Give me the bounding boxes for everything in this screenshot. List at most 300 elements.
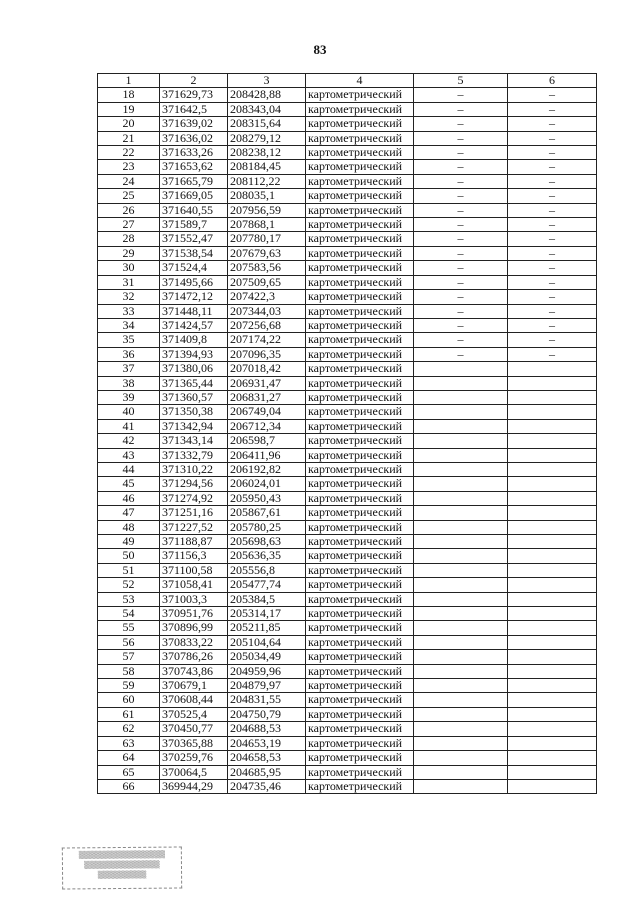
method-cell: картометрический bbox=[306, 621, 414, 635]
column-6-cell bbox=[508, 578, 597, 592]
column-5-cell: – bbox=[414, 304, 508, 318]
y-coordinate-cell: 207096,35 bbox=[228, 347, 306, 361]
y-coordinate-cell: 207679,63 bbox=[228, 246, 306, 260]
table-row bbox=[98, 434, 597, 448]
point-number-cell: 64 bbox=[98, 751, 160, 765]
method-cell: картометрический bbox=[306, 117, 414, 131]
x-coordinate-cell: 371448,11 bbox=[160, 304, 228, 318]
method-cell: картометрический bbox=[306, 751, 414, 765]
x-coordinate-cell: 371350,38 bbox=[160, 405, 228, 419]
y-coordinate-cell: 205314,17 bbox=[228, 607, 306, 621]
column-6-cell: – bbox=[508, 275, 597, 289]
x-coordinate-cell: 371665,79 bbox=[160, 174, 228, 188]
x-coordinate-cell: 370679,1 bbox=[160, 679, 228, 693]
column-6-cell bbox=[508, 535, 597, 549]
point-number-cell: 41 bbox=[98, 419, 160, 433]
table-row bbox=[98, 304, 597, 318]
x-coordinate-cell: 370450,77 bbox=[160, 722, 228, 736]
y-coordinate-cell: 205211,85 bbox=[228, 621, 306, 635]
column-5-cell bbox=[414, 563, 508, 577]
table-row bbox=[98, 679, 597, 693]
column-5-cell bbox=[414, 419, 508, 433]
y-coordinate-cell: 207583,56 bbox=[228, 261, 306, 275]
table-row bbox=[98, 160, 597, 174]
y-coordinate-cell: 207256,68 bbox=[228, 318, 306, 332]
page-number: 83 bbox=[313, 42, 327, 57]
y-coordinate-cell: 204688,53 bbox=[228, 722, 306, 736]
table-body bbox=[98, 88, 597, 794]
method-cell: картометрический bbox=[306, 477, 414, 491]
y-coordinate-cell: 205780,25 bbox=[228, 520, 306, 534]
column-6-cell: – bbox=[508, 160, 597, 174]
table-row bbox=[98, 535, 597, 549]
column-6-cell: – bbox=[508, 174, 597, 188]
column-5-cell bbox=[414, 751, 508, 765]
column-5-cell bbox=[414, 664, 508, 678]
y-coordinate-cell: 208343,04 bbox=[228, 102, 306, 116]
column-6-cell bbox=[508, 765, 597, 779]
point-number-cell: 50 bbox=[98, 549, 160, 563]
point-number-cell: 48 bbox=[98, 520, 160, 534]
x-coordinate-cell: 370786,26 bbox=[160, 650, 228, 664]
column-6-cell bbox=[508, 679, 597, 693]
method-cell: картометрический bbox=[306, 160, 414, 174]
method-cell: картометрический bbox=[306, 679, 414, 693]
method-cell: картометрический bbox=[306, 376, 414, 390]
column-header-5: 5 bbox=[414, 74, 508, 88]
x-coordinate-cell: 371640,55 bbox=[160, 203, 228, 217]
table-row bbox=[98, 607, 597, 621]
y-coordinate-cell: 207868,1 bbox=[228, 218, 306, 232]
document-stamp bbox=[62, 846, 182, 889]
method-cell: картометрический bbox=[306, 290, 414, 304]
x-coordinate-cell: 370833,22 bbox=[160, 635, 228, 649]
table-row bbox=[98, 405, 597, 419]
point-number-cell: 53 bbox=[98, 592, 160, 606]
method-cell: картометрический bbox=[306, 88, 414, 102]
method-cell: картометрический bbox=[306, 347, 414, 361]
x-coordinate-cell: 371343,14 bbox=[160, 434, 228, 448]
method-cell: картометрический bbox=[306, 390, 414, 404]
table-row bbox=[98, 290, 597, 304]
x-coordinate-cell: 370608,44 bbox=[160, 693, 228, 707]
column-5-cell bbox=[414, 607, 508, 621]
x-coordinate-cell: 371472,12 bbox=[160, 290, 228, 304]
x-coordinate-cell: 370896,99 bbox=[160, 621, 228, 635]
table-row bbox=[98, 117, 597, 131]
y-coordinate-cell: 208279,12 bbox=[228, 131, 306, 145]
y-coordinate-cell: 207174,22 bbox=[228, 333, 306, 347]
x-coordinate-cell: 371589,7 bbox=[160, 218, 228, 232]
y-coordinate-cell: 204879,97 bbox=[228, 679, 306, 693]
point-number-cell: 66 bbox=[98, 779, 160, 793]
table-row bbox=[98, 707, 597, 721]
column-5-cell: – bbox=[414, 347, 508, 361]
stamp-scribble: ▒▒▒▒▒▒▒▒▒▒▒▒▒▒▒▒ bbox=[78, 850, 165, 860]
x-coordinate-cell: 371394,93 bbox=[160, 347, 228, 361]
method-cell: картометрический bbox=[306, 318, 414, 332]
y-coordinate-cell: 207344,03 bbox=[228, 304, 306, 318]
method-cell: картометрический bbox=[306, 462, 414, 476]
table-row bbox=[98, 88, 597, 102]
method-cell: картометрический bbox=[306, 362, 414, 376]
point-number-cell: 37 bbox=[98, 362, 160, 376]
point-number-cell: 49 bbox=[98, 535, 160, 549]
table-row bbox=[98, 376, 597, 390]
x-coordinate-cell: 370951,76 bbox=[160, 607, 228, 621]
method-cell: картометрический bbox=[306, 607, 414, 621]
point-number-cell: 42 bbox=[98, 434, 160, 448]
x-coordinate-cell: 370064,5 bbox=[160, 765, 228, 779]
point-number-cell: 43 bbox=[98, 448, 160, 462]
column-5-cell bbox=[414, 477, 508, 491]
method-cell: картометрический bbox=[306, 304, 414, 318]
x-coordinate-cell: 371639,02 bbox=[160, 117, 228, 131]
column-5-cell: – bbox=[414, 290, 508, 304]
table-row bbox=[98, 189, 597, 203]
y-coordinate-cell: 204959,96 bbox=[228, 664, 306, 678]
table-row bbox=[98, 751, 597, 765]
y-coordinate-cell: 208428,88 bbox=[228, 88, 306, 102]
column-6-cell bbox=[508, 635, 597, 649]
column-6-cell bbox=[508, 390, 597, 404]
point-number-cell: 24 bbox=[98, 174, 160, 188]
x-coordinate-cell: 371310,22 bbox=[160, 462, 228, 476]
column-5-cell bbox=[414, 765, 508, 779]
column-6-cell bbox=[508, 419, 597, 433]
column-5-cell bbox=[414, 578, 508, 592]
column-6-cell bbox=[508, 376, 597, 390]
x-coordinate-cell: 371538,54 bbox=[160, 246, 228, 260]
column-header-2: 2 bbox=[160, 74, 228, 88]
table-row bbox=[98, 203, 597, 217]
column-5-cell: – bbox=[414, 88, 508, 102]
table-row bbox=[98, 477, 597, 491]
column-5-cell bbox=[414, 722, 508, 736]
point-number-cell: 61 bbox=[98, 707, 160, 721]
y-coordinate-cell: 204735,46 bbox=[228, 779, 306, 793]
table-row bbox=[98, 549, 597, 563]
column-header-6: 6 bbox=[508, 74, 597, 88]
y-coordinate-cell: 205636,35 bbox=[228, 549, 306, 563]
table-row bbox=[98, 592, 597, 606]
point-number-cell: 35 bbox=[98, 333, 160, 347]
point-number-cell: 20 bbox=[98, 117, 160, 131]
column-5-cell: – bbox=[414, 232, 508, 246]
point-number-cell: 56 bbox=[98, 635, 160, 649]
table-row bbox=[98, 578, 597, 592]
column-6-cell bbox=[508, 462, 597, 476]
column-5-cell: – bbox=[414, 117, 508, 131]
method-cell: картометрический bbox=[306, 218, 414, 232]
x-coordinate-cell: 371342,94 bbox=[160, 419, 228, 433]
column-6-cell: – bbox=[508, 261, 597, 275]
method-cell: картометрический bbox=[306, 549, 414, 563]
method-cell: картометрический bbox=[306, 102, 414, 116]
stamp-scribble: ▒▒▒▒▒▒▒▒▒▒▒▒▒▒ bbox=[84, 860, 160, 870]
column-6-cell: – bbox=[508, 232, 597, 246]
x-coordinate-cell: 371156,3 bbox=[160, 549, 228, 563]
column-6-cell bbox=[508, 477, 597, 491]
y-coordinate-cell: 204685,95 bbox=[228, 765, 306, 779]
table-row bbox=[98, 448, 597, 462]
column-6-cell bbox=[508, 448, 597, 462]
column-6-cell bbox=[508, 722, 597, 736]
point-number-cell: 44 bbox=[98, 462, 160, 476]
x-coordinate-cell: 370259,76 bbox=[160, 751, 228, 765]
method-cell: картометрический bbox=[306, 448, 414, 462]
column-6-cell: – bbox=[508, 318, 597, 332]
method-cell: картометрический bbox=[306, 693, 414, 707]
y-coordinate-cell: 206411,96 bbox=[228, 448, 306, 462]
column-6-cell: – bbox=[508, 189, 597, 203]
table-row bbox=[98, 390, 597, 404]
table-row bbox=[98, 635, 597, 649]
point-number-cell: 27 bbox=[98, 218, 160, 232]
table-row bbox=[98, 736, 597, 750]
point-number-cell: 30 bbox=[98, 261, 160, 275]
x-coordinate-cell: 371424,57 bbox=[160, 318, 228, 332]
y-coordinate-cell: 206598,7 bbox=[228, 434, 306, 448]
column-5-cell bbox=[414, 621, 508, 635]
method-cell: картометрический bbox=[306, 535, 414, 549]
column-5-cell: – bbox=[414, 333, 508, 347]
method-cell: картометрический bbox=[306, 563, 414, 577]
column-6-cell bbox=[508, 693, 597, 707]
column-5-cell bbox=[414, 362, 508, 376]
point-number-cell: 21 bbox=[98, 131, 160, 145]
y-coordinate-cell: 204831,55 bbox=[228, 693, 306, 707]
x-coordinate-cell: 371642,5 bbox=[160, 102, 228, 116]
column-6-cell bbox=[508, 736, 597, 750]
column-5-cell bbox=[414, 693, 508, 707]
point-number-cell: 54 bbox=[98, 607, 160, 621]
x-coordinate-cell: 371629,73 bbox=[160, 88, 228, 102]
column-5-cell: – bbox=[414, 146, 508, 160]
column-6-cell bbox=[508, 491, 597, 505]
x-coordinate-cell: 371360,57 bbox=[160, 390, 228, 404]
x-coordinate-cell: 370525,4 bbox=[160, 707, 228, 721]
column-6-cell bbox=[508, 621, 597, 635]
table-row bbox=[98, 102, 597, 116]
column-6-cell: – bbox=[508, 117, 597, 131]
table-row bbox=[98, 563, 597, 577]
table-row bbox=[98, 664, 597, 678]
y-coordinate-cell: 205477,74 bbox=[228, 578, 306, 592]
method-cell: картометрический bbox=[306, 232, 414, 246]
column-5-cell: – bbox=[414, 218, 508, 232]
column-5-cell bbox=[414, 434, 508, 448]
x-coordinate-cell: 371653,62 bbox=[160, 160, 228, 174]
y-coordinate-cell: 207018,42 bbox=[228, 362, 306, 376]
column-6-cell bbox=[508, 650, 597, 664]
y-coordinate-cell: 208315,64 bbox=[228, 117, 306, 131]
method-cell: картометрический bbox=[306, 275, 414, 289]
y-coordinate-cell: 204653,19 bbox=[228, 736, 306, 750]
table-row bbox=[98, 765, 597, 779]
table-row bbox=[98, 462, 597, 476]
x-coordinate-cell: 370365,88 bbox=[160, 736, 228, 750]
column-5-cell: – bbox=[414, 203, 508, 217]
table-row bbox=[98, 246, 597, 260]
column-6-cell bbox=[508, 434, 597, 448]
y-coordinate-cell: 204658,53 bbox=[228, 751, 306, 765]
column-6-cell bbox=[508, 405, 597, 419]
method-cell: картометрический bbox=[306, 707, 414, 721]
point-number-cell: 46 bbox=[98, 491, 160, 505]
y-coordinate-cell: 206831,27 bbox=[228, 390, 306, 404]
y-coordinate-cell: 205950,43 bbox=[228, 491, 306, 505]
column-6-cell bbox=[508, 362, 597, 376]
method-cell: картометрический bbox=[306, 419, 414, 433]
column-6-cell bbox=[508, 506, 597, 520]
column-6-cell: – bbox=[508, 246, 597, 260]
coordinates-table bbox=[97, 73, 597, 794]
method-cell: картометрический bbox=[306, 146, 414, 160]
point-number-cell: 40 bbox=[98, 405, 160, 419]
table-row bbox=[98, 131, 597, 145]
table-row bbox=[98, 520, 597, 534]
table-row bbox=[98, 621, 597, 635]
method-cell: картометрический bbox=[306, 650, 414, 664]
table-row bbox=[98, 275, 597, 289]
y-coordinate-cell: 208112,22 bbox=[228, 174, 306, 188]
point-number-cell: 31 bbox=[98, 275, 160, 289]
method-cell: картометрический bbox=[306, 203, 414, 217]
table-row bbox=[98, 419, 597, 433]
point-number-cell: 58 bbox=[98, 664, 160, 678]
y-coordinate-cell: 206192,82 bbox=[228, 462, 306, 476]
column-6-cell bbox=[508, 751, 597, 765]
point-number-cell: 57 bbox=[98, 650, 160, 664]
table-row bbox=[98, 318, 597, 332]
point-number-cell: 28 bbox=[98, 232, 160, 246]
point-number-cell: 59 bbox=[98, 679, 160, 693]
x-coordinate-cell: 371380,06 bbox=[160, 362, 228, 376]
y-coordinate-cell: 208238,12 bbox=[228, 146, 306, 160]
point-number-cell: 60 bbox=[98, 693, 160, 707]
column-6-cell: – bbox=[508, 347, 597, 361]
point-number-cell: 52 bbox=[98, 578, 160, 592]
table-row bbox=[98, 362, 597, 376]
column-6-cell bbox=[508, 563, 597, 577]
table-header-row bbox=[98, 74, 597, 88]
table-row bbox=[98, 232, 597, 246]
table-row bbox=[98, 174, 597, 188]
y-coordinate-cell: 207780,17 bbox=[228, 232, 306, 246]
column-5-cell bbox=[414, 707, 508, 721]
y-coordinate-cell: 208184,45 bbox=[228, 160, 306, 174]
y-coordinate-cell: 205556,8 bbox=[228, 563, 306, 577]
column-6-cell: – bbox=[508, 203, 597, 217]
x-coordinate-cell: 371058,41 bbox=[160, 578, 228, 592]
column-6-cell: – bbox=[508, 218, 597, 232]
y-coordinate-cell: 204750,79 bbox=[228, 707, 306, 721]
table-row bbox=[98, 218, 597, 232]
column-5-cell: – bbox=[414, 102, 508, 116]
table-row bbox=[98, 650, 597, 664]
method-cell: картометрический bbox=[306, 578, 414, 592]
table-row bbox=[98, 347, 597, 361]
table-row bbox=[98, 333, 597, 347]
point-number-cell: 32 bbox=[98, 290, 160, 304]
column-6-cell: – bbox=[508, 88, 597, 102]
method-cell: картометрический bbox=[306, 174, 414, 188]
x-coordinate-cell: 371365,44 bbox=[160, 376, 228, 390]
x-coordinate-cell: 371669,05 bbox=[160, 189, 228, 203]
method-cell: картометрический bbox=[306, 722, 414, 736]
y-coordinate-cell: 206749,04 bbox=[228, 405, 306, 419]
point-number-cell: 23 bbox=[98, 160, 160, 174]
table-row bbox=[98, 146, 597, 160]
y-coordinate-cell: 207509,65 bbox=[228, 275, 306, 289]
point-number-cell: 38 bbox=[98, 376, 160, 390]
point-number-cell: 22 bbox=[98, 146, 160, 160]
table-row bbox=[98, 722, 597, 736]
method-cell: картометрический bbox=[306, 779, 414, 793]
x-coordinate-cell: 371409,8 bbox=[160, 333, 228, 347]
point-number-cell: 45 bbox=[98, 477, 160, 491]
column-5-cell bbox=[414, 549, 508, 563]
method-cell: картометрический bbox=[306, 520, 414, 534]
column-5-cell: – bbox=[414, 318, 508, 332]
method-cell: картометрический bbox=[306, 506, 414, 520]
x-coordinate-cell: 371294,56 bbox=[160, 477, 228, 491]
point-number-cell: 18 bbox=[98, 88, 160, 102]
column-5-cell bbox=[414, 506, 508, 520]
x-coordinate-cell: 369944,29 bbox=[160, 779, 228, 793]
column-6-cell bbox=[508, 707, 597, 721]
method-cell: картометрический bbox=[306, 635, 414, 649]
point-number-cell: 36 bbox=[98, 347, 160, 361]
column-5-cell bbox=[414, 736, 508, 750]
column-header-1: 1 bbox=[98, 74, 160, 88]
column-5-cell: – bbox=[414, 261, 508, 275]
method-cell: картометрический bbox=[306, 131, 414, 145]
point-number-cell: 62 bbox=[98, 722, 160, 736]
method-cell: картометрический bbox=[306, 405, 414, 419]
column-6-cell: – bbox=[508, 333, 597, 347]
column-5-cell bbox=[414, 635, 508, 649]
column-5-cell bbox=[414, 462, 508, 476]
table-row bbox=[98, 506, 597, 520]
method-cell: картометрический bbox=[306, 736, 414, 750]
point-number-cell: 39 bbox=[98, 390, 160, 404]
column-5-cell bbox=[414, 491, 508, 505]
point-number-cell: 19 bbox=[98, 102, 160, 116]
y-coordinate-cell: 207422,3 bbox=[228, 290, 306, 304]
column-6-cell bbox=[508, 779, 597, 793]
column-5-cell: – bbox=[414, 160, 508, 174]
table-row bbox=[98, 779, 597, 793]
column-6-cell: – bbox=[508, 146, 597, 160]
column-6-cell bbox=[508, 520, 597, 534]
point-number-cell: 51 bbox=[98, 563, 160, 577]
column-5-cell bbox=[414, 535, 508, 549]
column-6-cell: – bbox=[508, 131, 597, 145]
point-number-cell: 65 bbox=[98, 765, 160, 779]
table-row bbox=[98, 261, 597, 275]
point-number-cell: 47 bbox=[98, 506, 160, 520]
column-5-cell bbox=[414, 376, 508, 390]
x-coordinate-cell: 371636,02 bbox=[160, 131, 228, 145]
column-6-cell: – bbox=[508, 304, 597, 318]
y-coordinate-cell: 205104,64 bbox=[228, 635, 306, 649]
x-coordinate-cell: 371100,58 bbox=[160, 563, 228, 577]
y-coordinate-cell: 208035,1 bbox=[228, 189, 306, 203]
point-number-cell: 55 bbox=[98, 621, 160, 635]
column-5-cell bbox=[414, 405, 508, 419]
